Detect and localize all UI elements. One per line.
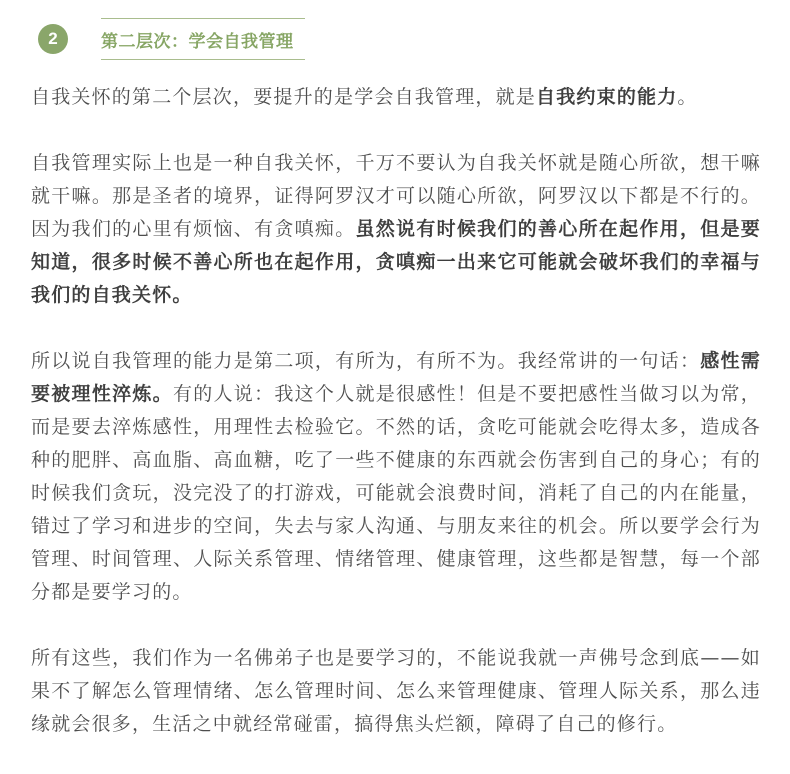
section-title-box (101, 18, 305, 60)
section-header (38, 18, 305, 60)
paragraph-4 (31, 642, 761, 741)
paragraph-2-text: 自我管理实际上也是一种自我关怀，千万不要认为自我关怀就是随心所欲，想干嘛就干嘛。那是圣者的境界，证得阿罗汉才可以随心所欲，阿罗汉以下都是不行的。因为我们的心里有烦恼、有贪嗔痴。 (31, 152, 761, 240)
paragraph-1-text: 自我关怀的第二个层次，要提升的是学会自我管理，就是 (31, 86, 537, 108)
paragraph-4-text: 所有这些，我们作为一名佛弟子也是要学习的，不能说我就一声佛号念到底——如果不了解怎么管理情绪、怎么管理时间、怎么来管理健康、管理人际关系，那么违缘就会很多，生活之中就经常碰雷，搞得焦头烂额，障碍了自己的修行。 (31, 647, 761, 735)
article-body (31, 81, 761, 774)
paragraph-2-emphasis: 虽然说有时候我们的善心所在起作用，但是要知道，很多时候不善心所也在起作用，贪嗔痴一出来它可能就会破坏我们的幸福与我们的自我关怀。 (31, 218, 761, 306)
paragraph-3 (31, 345, 761, 609)
section-number-badge: 2 (38, 24, 68, 54)
paragraph-3-emphasis: 感性需要被理性淬炼。 (31, 350, 761, 405)
paragraph-1-emphasis: 自我约束的能力 (536, 86, 678, 108)
paragraph-3-text: 所以说自我管理的能力是第二项，有所为，有所不为。我经常讲的一句话： (31, 350, 701, 372)
paragraph-1-ending: 。 (677, 86, 698, 108)
paragraph-1 (31, 81, 761, 114)
section-title: 第二层次：学会自我管理 (101, 31, 294, 52)
paragraph-2 (31, 147, 761, 312)
paragraph-3-continuation: 有的人说：我这个人就是很感性！但是不要把感性当做习以为常，而是要去淬炼感性，用理性去检验它。不然的话，贪吃可能就会吃得太多，造成各种的肥胖、高血脂、高血糖，吃了一些不健康的东西就会伤害到自己的身心；有的时候我们贪玩，没完没了的打游戏，可能就会浪费时间，消耗了自己的内在能量，错过了学习和进步的空间，失去与家人沟通、与朋友来往的机会。所以要学会行为管理、时间管理、人际关系管理、情绪管理、健康管理，这些都是智慧，每一个部分都是要学习的。 (31, 383, 761, 603)
